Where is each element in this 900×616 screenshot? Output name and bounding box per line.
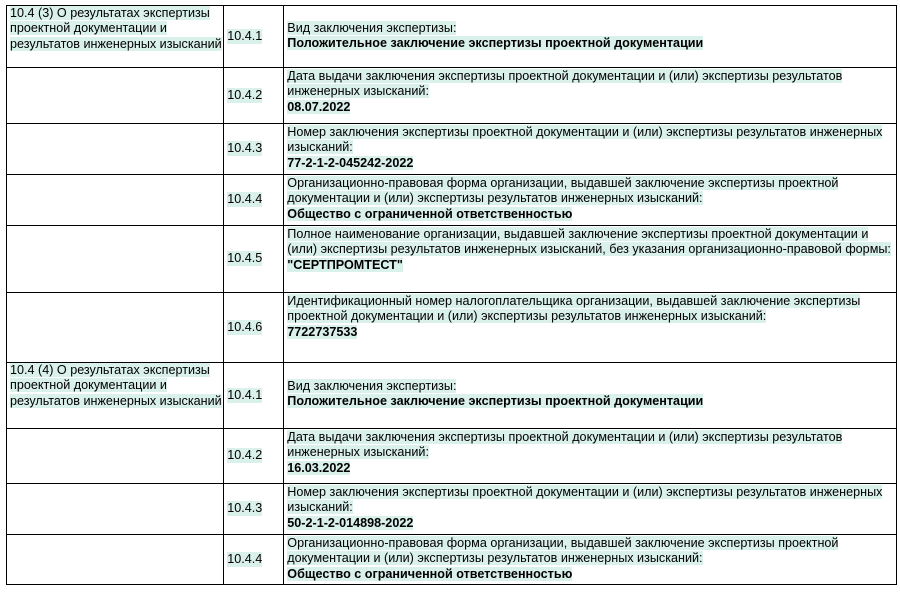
code-cell (224, 429, 284, 484)
section-cell (7, 535, 224, 585)
table-row (7, 226, 897, 293)
section-cell (7, 6, 224, 68)
field-label: Дата выдачи заключения экспертизы проектной документации и (или) экспертизы результатов инженерных изысканий: (287, 69, 843, 99)
section-cell (7, 293, 224, 363)
row-code: 10.4.2 (227, 87, 263, 102)
table-row (7, 363, 897, 429)
section-cell (7, 68, 224, 124)
field-value: 7722737533 (287, 324, 358, 339)
code-cell (224, 6, 284, 68)
field-label: Полное наименование организации, выдавшей заключение экспертизы проектной документации и (или) экспертизы результатов инженерных изысканий, без указания организационно-правовой формы: (287, 227, 891, 257)
table-row (7, 68, 897, 124)
row-code: 10.4.3 (227, 141, 263, 156)
field-label: Вид заключения экспертизы: (287, 379, 457, 393)
field-label: Вид заключения экспертизы: (287, 21, 457, 35)
content-cell (284, 175, 897, 226)
content-cell (284, 535, 897, 585)
table-body (7, 6, 897, 585)
declaration-table (6, 5, 897, 585)
field-value: 50-2-1-2-014898-2022 (287, 515, 414, 530)
code-cell (224, 484, 284, 535)
row-code: 10.4.5 (227, 251, 263, 266)
content-cell (284, 363, 897, 429)
section-cell (7, 175, 224, 226)
content-cell (284, 6, 897, 68)
field-label: Номер заключения экспертизы проектной документации и (или) экспертизы результатов инженерных изысканий: (287, 485, 883, 515)
code-cell (224, 124, 284, 175)
row-code: 10.4.3 (227, 501, 263, 516)
field-value: 77-2-1-2-045242-2022 (287, 155, 414, 170)
content-cell (284, 293, 897, 363)
row-code: 10.4.6 (227, 319, 263, 334)
content-cell (284, 124, 897, 175)
section-cell (7, 484, 224, 535)
row-code: 10.4.2 (227, 448, 263, 463)
section-cell (7, 124, 224, 175)
field-label: Дата выдачи заключения экспертизы проектной документации и (или) экспертизы результатов инженерных изысканий: (287, 430, 843, 460)
field-value: 08.07.2022 (287, 99, 351, 114)
code-cell (224, 363, 284, 429)
table-row (7, 535, 897, 585)
row-code: 10.4.4 (227, 192, 263, 207)
field-value: 16.03.2022 (287, 460, 351, 475)
table-row (7, 124, 897, 175)
section-title: 10.4 (4) О результатах экспертизы проектной документации и результатов инженерных изысканий (10, 363, 222, 408)
section-cell (7, 429, 224, 484)
table-row (7, 293, 897, 363)
field-value: Положительное заключение экспертизы проектной документации (287, 36, 704, 51)
code-cell (224, 226, 284, 293)
content-cell (284, 484, 897, 535)
table-row (7, 484, 897, 535)
table-row (7, 6, 897, 68)
code-cell (224, 175, 284, 226)
table-row (7, 175, 897, 226)
field-value: "СЕРТПРОМТЕСТ" (287, 257, 403, 272)
row-code: 10.4.1 (227, 387, 263, 402)
field-value: Общество с ограниченной ответственностью (287, 566, 573, 581)
code-cell (224, 68, 284, 124)
content-cell (284, 226, 897, 293)
row-code: 10.4.4 (227, 551, 263, 566)
field-label: Идентификационный номер налогоплательщика организации, выдавшей заключение экспертизы проектной документации и (или) экспертизы результатов инженерных изысканий: (287, 294, 861, 324)
row-code: 10.4.1 (227, 28, 263, 43)
table-row (7, 429, 897, 484)
field-label: Номер заключения экспертизы проектной документации и (или) экспертизы результатов инженерных изысканий: (287, 125, 883, 155)
code-cell (224, 535, 284, 585)
field-value: Общество с ограниченной ответственностью (287, 206, 573, 221)
field-label: Организационно-правовая форма организации, выдавшей заключение экспертизы проектной документации и (или) экспертизы результатов инженерных изысканий: (287, 176, 839, 206)
section-cell (7, 363, 224, 429)
section-title: 10.4 (3) О результатах экспертизы проектной документации и результатов инженерных изысканий (10, 6, 222, 51)
content-cell (284, 68, 897, 124)
code-cell (224, 293, 284, 363)
field-value: Положительное заключение экспертизы проектной документации (287, 394, 704, 409)
content-cell (284, 429, 897, 484)
section-cell (7, 226, 224, 293)
field-label: Организационно-правовая форма организации, выдавшей заключение экспертизы проектной документации и (или) экспертизы результатов инженерных изысканий: (287, 536, 839, 566)
